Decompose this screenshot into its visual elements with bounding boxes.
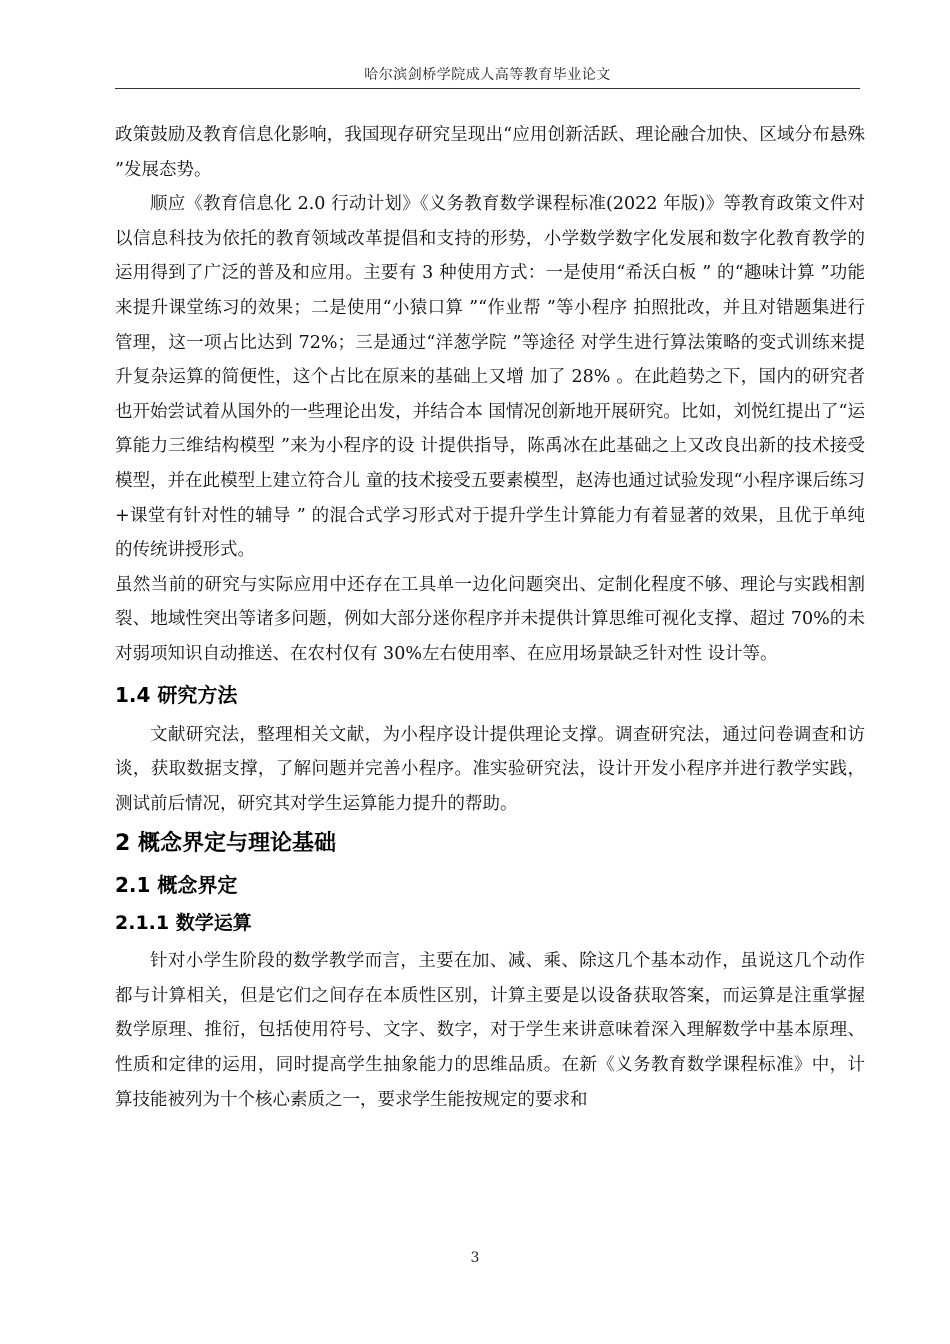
paragraph-policy-apps: 顺应《教育信息化 2.0 行动计划》《义务教育数学课程标准(2022 年版)》等教育政策文件对以信息科技为依托的教育领域改革提倡和支持的形势，小学数学数字化发展和数字化教育教学的运用得到了广泛的普及和应用。主要有 3 种使用方式：一是使用“希沃白板 ” 的“趣味计算 ”功能来提升课堂练习的效果；二是使用“小猿口算 ”“作业帮 ”等小程序 拍照批改，并且对错题集进行管理，这一项占比达到 72%；三是通过“洋葱学院 ”等途径 对学生进行算法策略的变式训练来提升复杂运算的简便性，这个占比在原来的基础上又增 加了 28% 。在此趋势之下，国内的研究者也开始尝试着从国外的一些理论出发，并结合本 国情况创新地开展研究。比如，刘悦红提出了“运算能力三维结构模型 ”来为小程序的设 计提供指导，陈禹冰在此基础之上又改良出新的技术接受模型，并在此模型上建立符合儿 童的技术接受五要素模型，赵涛也通过试验发现“小程序课后练习+课堂有针对性的辅导 ” 的混合式学习形式对于提升学生计算能力有着显著的效果，且优于单纯的传统讲授形式。 <box>115 194 865 561</box>
page-body <box>115 118 865 1117</box>
paragraph-intro-continuation: 政策鼓励及教育信息化影响，我国现存研究呈现出“应用创新活跃、理论融合加快、区域分布悬殊 ”发展态势。 <box>115 125 865 180</box>
running-header: 哈尔滨剑桥学院成人高等教育毕业论文 <box>364 67 611 83</box>
heading-2-1-1-math-operations: 2.1.1 数学运算 <box>115 912 252 935</box>
paragraph-methods: 文献研究法，整理相关文献，为小程序设计提供理论支撑。调查研究法，通过问卷调查和访谈，获取数据支撑，了解问题并完善小程序。准实验研究法，设计开发小程序并进行教学实践，测试前后情况，研究其对学生运算能力提升的帮助。 <box>115 724 865 814</box>
heading-2-concepts-theory: 2 概念界定与理论基础 <box>115 831 336 857</box>
heading-1-4-research-methods: 1.4 研究方法 <box>115 682 238 707</box>
heading-2-1-concept-definition: 2.1 概念界定 <box>115 873 238 898</box>
paragraph-problems: 虽然当前的研究与实际应用中还存在工具单一边化问题突出、定制化程度不够、理论与实践相割裂、地域性突出等诸多问题，例如大部分迷你程序并未提供计算思维可视化支撑、超过 70%的未对弱项知识自动推送、在农村仅有 30%左右使用率、在应用场景缺乏针对性 设计等。 <box>115 574 865 664</box>
header-divider <box>115 88 860 89</box>
paragraph-math-operations: 针对小学生阶段的数学教学而言，主要在加、减、乘、除这几个基本动作，虽说这几个动作都与计算相关，但是它们之间存在本质性区别，计算主要是以设备获取答案，而运算是注重掌握数学原理、推衍，包括使用符号、文字、数字，对于学生来讲意味着深入理解数学中基本原理、性质和定律的运用，同时提高学生抽象能力的思维品质。在新《义务教育数学课程标准》中，计算技能被列为十个核心素质之一，要求学生能按规定的要求和 <box>115 951 865 1110</box>
page-number: 3 <box>470 1250 480 1266</box>
